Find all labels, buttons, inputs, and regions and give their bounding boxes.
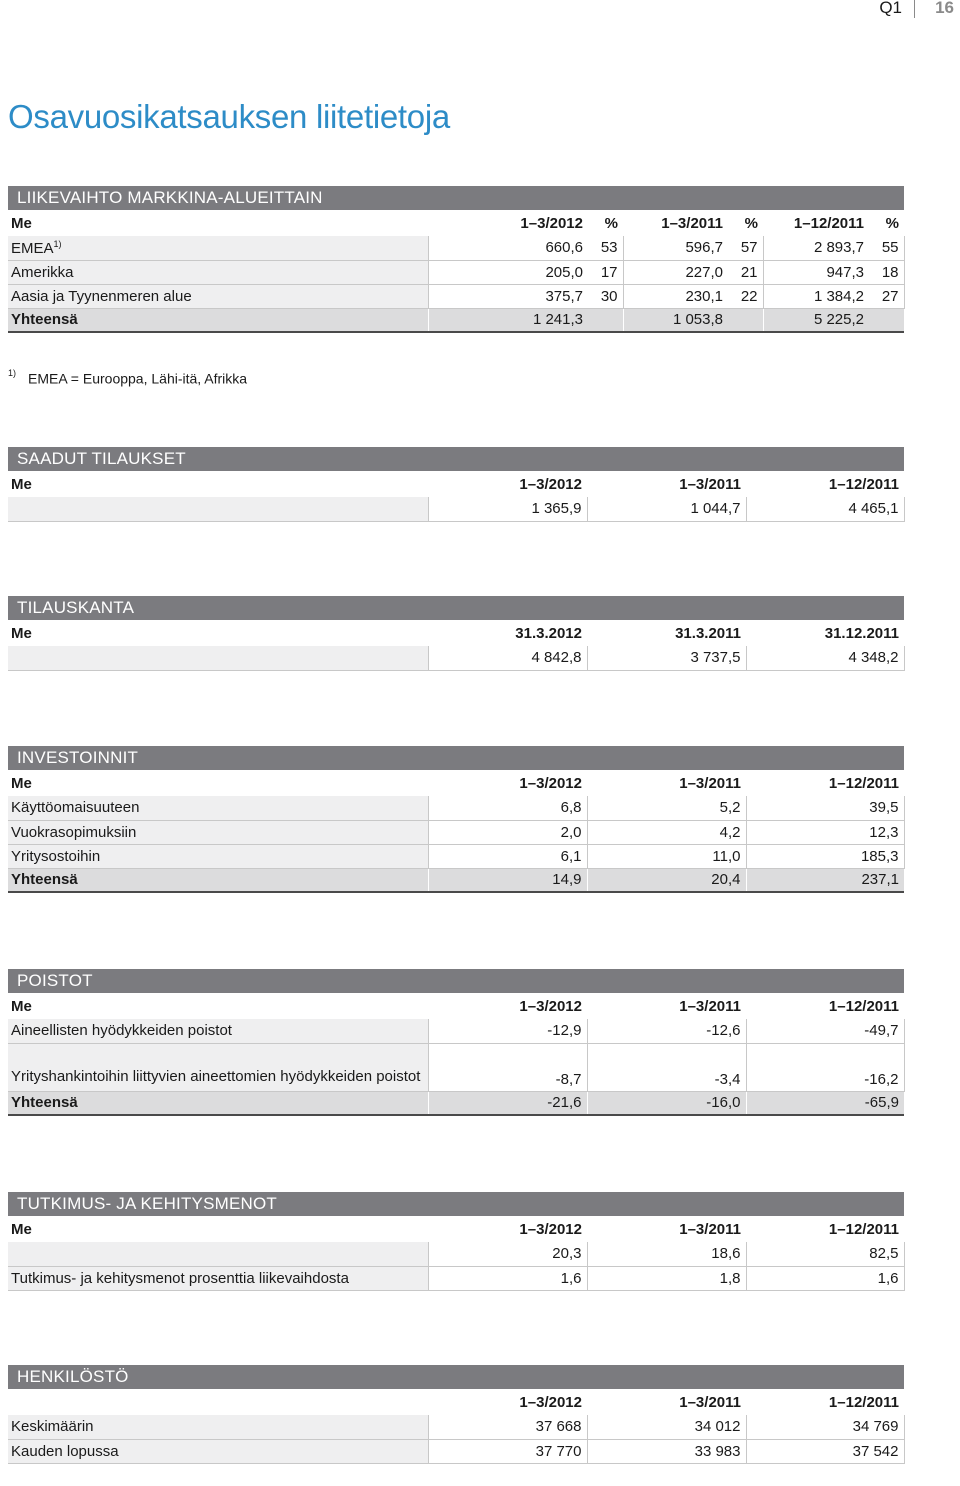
section-heading: HENKILÖSTÖ: [8, 1365, 904, 1389]
column-header: 1–3/2012: [519, 997, 582, 1015]
table-cell: 39,5: [746, 796, 904, 820]
row-label: Yhteensä: [8, 868, 428, 892]
table-cell: 1 365,9: [428, 497, 587, 521]
section-heading: SAADUT TILAUKSET: [8, 447, 904, 471]
table-cell: 205,0: [428, 260, 588, 284]
table-cell: 37 668: [428, 1415, 587, 1439]
row-label: Keskimäärin: [8, 1415, 428, 1439]
orders-table: [8, 471, 905, 522]
column-header: %: [604, 214, 618, 232]
column-header: 1–3/2011: [679, 997, 741, 1015]
table-cell: 11,0: [587, 844, 746, 868]
page-title: Osavuosikatsauksen liitetietoja: [8, 98, 450, 135]
table-cell: 20,3: [428, 1242, 587, 1266]
table-total-row: [8, 868, 904, 892]
section-orders: [8, 447, 904, 522]
table-row: [8, 1266, 904, 1290]
table-cell: [869, 308, 904, 332]
table-row: [8, 646, 904, 670]
column-header: Me: [11, 774, 32, 792]
table-cell: 1,8: [587, 1266, 746, 1290]
section-backlog: [8, 596, 904, 671]
table-cell: -65,9: [746, 1091, 904, 1115]
section-depreciation: [8, 969, 904, 1116]
table-cell: 17: [588, 260, 623, 284]
column-header: %: [885, 214, 899, 232]
table-row: [8, 1439, 904, 1463]
column-header: 1–3/2012: [519, 1393, 582, 1411]
column-header: 1–12/2011: [828, 997, 899, 1015]
table-row: [8, 497, 904, 521]
table-cell: 27: [869, 284, 904, 308]
table-cell: 3 737,5: [587, 646, 746, 670]
table-total-row: [8, 1091, 904, 1115]
column-header: Me: [11, 997, 32, 1015]
table-cell: 53: [588, 236, 623, 260]
table-cell: 2,0: [428, 820, 587, 844]
row-label: [8, 497, 428, 521]
footnote-text: EMEA = Eurooppa, Lähi-itä, Afrikka: [28, 370, 248, 387]
column-header: 31.3.2012: [515, 624, 582, 642]
table-cell: 4,2: [587, 820, 746, 844]
footnote-marker: 1): [53, 238, 62, 249]
row-label: Kauden lopussa: [8, 1439, 428, 1463]
table-cell: 230,1: [623, 284, 728, 308]
section-investments: [8, 746, 904, 893]
column-header: 31.12.2011: [824, 624, 899, 642]
section-heading: TUTKIMUS- JA KEHITYSMENOT: [8, 1192, 904, 1216]
table-row: [8, 1242, 904, 1266]
table-cell: 4 842,8: [428, 646, 587, 670]
table-row: [8, 796, 904, 820]
table-row: [8, 1043, 904, 1091]
table-cell: [588, 308, 623, 332]
table-row: [8, 844, 904, 868]
table-header-row: [8, 620, 904, 646]
section-market-sales: [8, 186, 904, 333]
table-cell: -12,9: [428, 1019, 587, 1043]
table-cell: 2 893,7: [763, 236, 869, 260]
column-header: Me: [11, 624, 32, 642]
table-cell: 375,7: [428, 284, 588, 308]
column-header: 1–12/2011: [828, 475, 899, 493]
row-label: Aineellisten hyödykkeiden poistot: [8, 1019, 428, 1043]
table-cell: 237,1: [746, 868, 904, 892]
table-cell: 21: [728, 260, 763, 284]
row-label: Yrityshankintoihin liittyvien aineettomien hyödykkeiden poistot: [8, 1043, 428, 1091]
row-label: [8, 1242, 428, 1266]
backlog-table: [8, 620, 905, 671]
table-cell: 660,6: [428, 236, 588, 260]
page-number: 16: [935, 0, 954, 17]
table-cell: 55: [869, 236, 904, 260]
column-header: 1–3/2012: [519, 475, 582, 493]
table-cell: 34 769: [746, 1415, 904, 1439]
table-cell: 18: [869, 260, 904, 284]
table-cell: 1,6: [428, 1266, 587, 1290]
table-cell: 12,3: [746, 820, 904, 844]
table-cell: 947,3: [763, 260, 869, 284]
column-header: Me: [11, 475, 32, 493]
footnote-marker: 1): [8, 368, 17, 378]
table-cell: 185,3: [746, 844, 904, 868]
column-header: 31.3.2011: [675, 624, 741, 642]
table-cell: 227,0: [623, 260, 728, 284]
section-rnd: [8, 1192, 904, 1291]
table-cell: 1 241,3: [428, 308, 588, 332]
row-label: Vuokrasopimuksiin: [8, 820, 428, 844]
table-cell: -21,6: [428, 1091, 587, 1115]
table-cell: -8,7: [428, 1043, 587, 1091]
table-row: [8, 1415, 904, 1439]
table-cell: -12,6: [587, 1019, 746, 1043]
table-cell: 4 465,1: [746, 497, 904, 521]
table-cell: 6,8: [428, 796, 587, 820]
table-cell: 18,6: [587, 1242, 746, 1266]
row-label: [8, 236, 428, 260]
section-heading: LIIKEVAIHTO MARKKINA-ALUEITTAIN: [8, 186, 904, 210]
table-cell: 1 053,8: [623, 308, 728, 332]
rnd-table: [8, 1216, 905, 1291]
table-cell: 82,5: [746, 1242, 904, 1266]
personnel-table: [8, 1389, 905, 1464]
column-header: 1–3/2011: [679, 1393, 741, 1411]
header-divider: [914, 0, 915, 18]
table-row: [8, 820, 904, 844]
column-header: 1–3/2011: [679, 774, 741, 792]
table-cell: -3,4: [587, 1043, 746, 1091]
column-header: 1–3/2012: [520, 214, 583, 232]
column-header: 1–12/2011: [828, 1393, 899, 1411]
table-cell: 20,4: [587, 868, 746, 892]
table-header-row: [8, 993, 904, 1019]
column-header: Me: [11, 1220, 32, 1238]
quarter-label: Q1: [879, 0, 902, 17]
investments-table: [8, 770, 905, 893]
page-header: [840, 0, 960, 22]
column-header: Me: [11, 214, 32, 232]
section-heading: INVESTOINNIT: [8, 746, 904, 770]
table-cell: 1 384,2: [763, 284, 869, 308]
row-label: Käyttöomaisuuteen: [8, 796, 428, 820]
table-header-row: [8, 210, 904, 236]
column-header: 1–12/2011: [793, 214, 864, 232]
table-cell: 37 770: [428, 1439, 587, 1463]
table-cell: 596,7: [623, 236, 728, 260]
depreciation-table: [8, 993, 905, 1116]
column-header: 1–3/2011: [679, 475, 741, 493]
column-header: 1–3/2012: [519, 774, 582, 792]
row-label: [8, 646, 428, 670]
column-header: 1–3/2011: [661, 214, 723, 232]
table-cell: -16,2: [746, 1043, 904, 1091]
column-header: 1–12/2011: [828, 1220, 899, 1238]
table-cell: 4 348,2: [746, 646, 904, 670]
table-header-row: [8, 1216, 904, 1242]
column-header: [8, 1389, 428, 1415]
table-cell: 1,6: [746, 1266, 904, 1290]
table-cell: 34 012: [587, 1415, 746, 1439]
table-cell: 30: [588, 284, 623, 308]
row-label: Yhteensä: [8, 308, 428, 332]
table-header-row: [8, 471, 904, 497]
table-header-row: [8, 770, 904, 796]
table-cell: -49,7: [746, 1019, 904, 1043]
footnote: [8, 370, 247, 387]
table-cell: 57: [728, 236, 763, 260]
table-row: [8, 260, 904, 284]
row-label: Yritysostoihin: [8, 844, 428, 868]
section-heading: TILAUSKANTA: [8, 596, 904, 620]
row-label: Amerikka: [8, 260, 428, 284]
column-header: 1–12/2011: [828, 774, 899, 792]
table-cell: 22: [728, 284, 763, 308]
section-personnel: [8, 1365, 904, 1464]
column-header: 1–3/2012: [519, 1220, 582, 1238]
market-sales-table: [8, 210, 905, 333]
section-heading: POISTOT: [8, 969, 904, 993]
table-cell: 6,1: [428, 844, 587, 868]
column-header: %: [744, 214, 758, 232]
table-cell: 14,9: [428, 868, 587, 892]
row-label: Yhteensä: [8, 1091, 428, 1115]
table-row: [8, 284, 904, 308]
row-label: Aasia ja Tyynenmeren alue: [8, 284, 428, 308]
table-cell: 33 983: [587, 1439, 746, 1463]
table-cell: 37 542: [746, 1439, 904, 1463]
table-cell: 5,2: [587, 796, 746, 820]
table-cell: -16,0: [587, 1091, 746, 1115]
table-total-row: [8, 308, 904, 332]
table-cell: 1 044,7: [587, 497, 746, 521]
column-header: 1–3/2011: [679, 1220, 741, 1238]
table-row: [8, 236, 904, 260]
row-label-text: EMEA: [11, 239, 54, 257]
table-cell: [728, 308, 763, 332]
row-label: Tutkimus- ja kehitysmenot prosenttia liikevaihdosta: [8, 1266, 428, 1290]
table-header-row: [8, 1389, 904, 1415]
table-row: [8, 1019, 904, 1043]
table-cell: 5 225,2: [763, 308, 869, 332]
